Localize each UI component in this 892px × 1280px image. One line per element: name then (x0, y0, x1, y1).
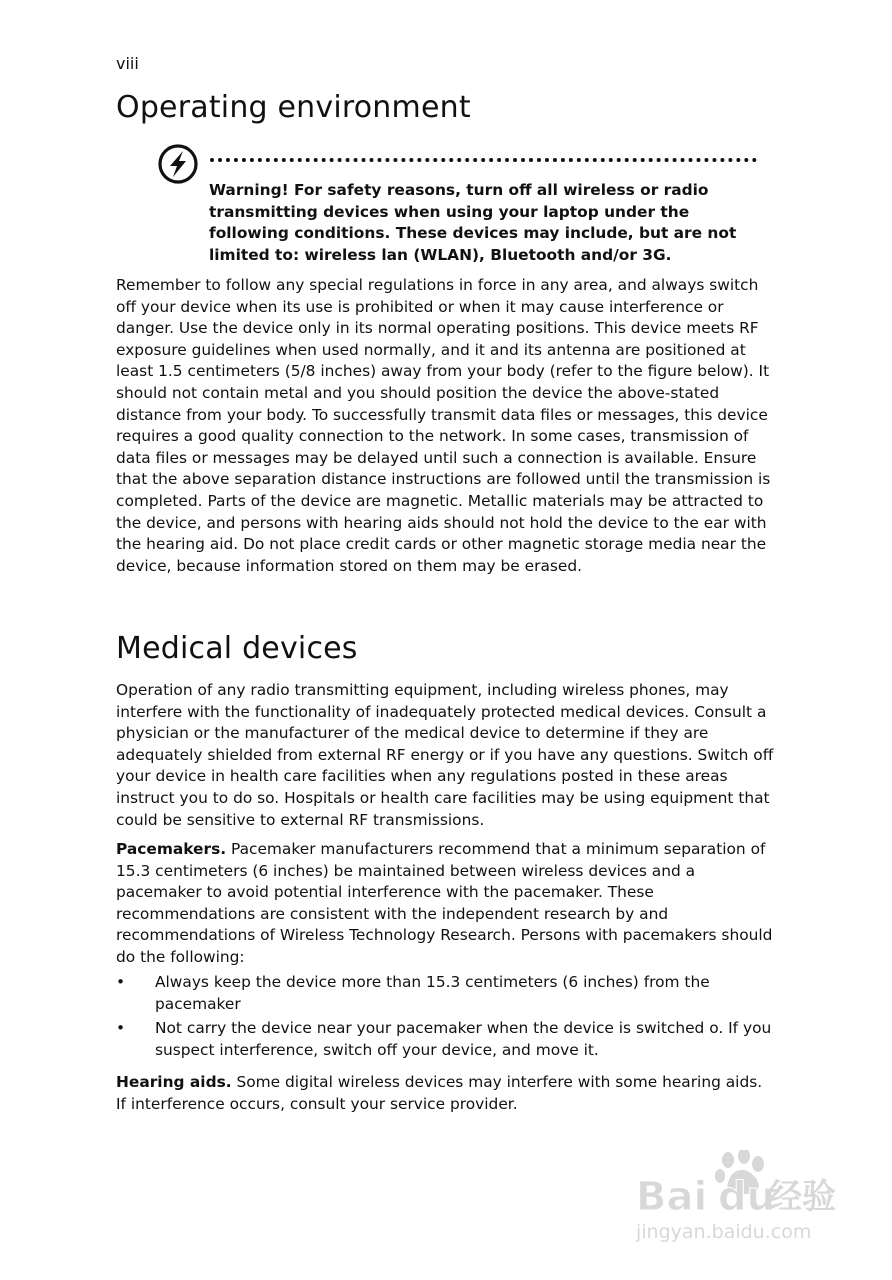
bullet-text: Always keep the device more than 15.3 centimeters (6 inches) from the pacemaker (155, 973, 710, 1013)
pacemakers-text: Pacemaker manufacturers recommend that a minimum separation of 15.3 centimeters (6 inches) be maintained between wireless devices and a pacemaker to avoid potential interference with the pacemaker. These recommendations are consistent with the independent research by and recommendations of Wireless Technology Research. Persons with pacemakers should do the following: (116, 840, 773, 966)
baidu-watermark-logo (636, 1150, 856, 1250)
operating-environment-body: Remember to follow any special regulations in force in any area, and always switch off your device when its use is prohibited or when it may cause interference or danger. Use the device only in its normal operating positions. This device meets RF exposure guidelines when used normally, and it and its antenna are positioned at least 1.5 centimeters (5/8 inches) away from your body (refer to the figure below). It should not contain metal and you should position the device the above-stated distance from your body. To successfully transmit data files or messages, this device requires a good quality connection to the network. In some cases, transmission of data files or messages may be delayed until such a connection is available. Ensure that the above separation distance instructions are followed until the transmission is completed. Parts of the device are magnetic. Metallic materials may be attracted to the device, and persons with hearing aids should not hold the device to the ear with the hearing aid. Do not place credit cards or other magnetic storage media near the device, because information stored on them may be erased. (116, 276, 771, 575)
page-number: viii (116, 54, 139, 73)
hearing-aids-paragraph (116, 1072, 776, 1115)
warning-text: Warning! For safety reasons, turn off all wireless or radio transmitting devices when using your laptop under the following conditions. These devices may include, but are not limited to: wireless lan (WLAN), Bluetooth and/or 3G. (209, 181, 737, 264)
pacemaker-bullet-list (116, 972, 776, 1064)
medical-devices-body: Operation of any radio transmitting equipment, including wireless phones, may interfere with the functionality of inadequately protected medical devices. Consult a physician or the manufacturer of the medical device to determine if they are adequately shielded from external RF energy or if you have any questions. Switch off your device in health care facilities when any regulations posted in these areas instruct you to do so. Hospitals or health care facilities may be using equipment that could be sensitive to external RF transmissions. (116, 681, 774, 829)
pacemakers-paragraph (116, 839, 776, 969)
bullet-icon: • (116, 1019, 126, 1038)
section-title-operating-environment: Operating environment (116, 90, 471, 125)
bullet-icon: • (116, 973, 126, 991)
list-item (116, 972, 776, 1015)
pacemakers-lead: Pacemakers. (116, 840, 227, 858)
watermark-url: jingyan.baidu.com (636, 1221, 812, 1243)
section-title-medical-devices: Medical devices (116, 631, 358, 666)
hearing-aids-lead: Hearing aids. (116, 1073, 232, 1091)
lightning-warning-icon (157, 143, 199, 185)
watermark-brand-left: Bai (636, 1174, 708, 1220)
watermark-brand-right: du (718, 1174, 776, 1220)
warning-divider (210, 158, 757, 162)
bullet-text: Not carry the device near your pacemaker when the device is switched o. If you suspect interference, switch off your device, and move it. (155, 1019, 772, 1059)
watermark-brand-cn: 经验 (768, 1177, 836, 1217)
hearing-aids-text: Some digital wireless devices may interfere with some hearing aids. If interference occurs, consult your service provider. (116, 1073, 763, 1113)
list-item (116, 1018, 776, 1061)
